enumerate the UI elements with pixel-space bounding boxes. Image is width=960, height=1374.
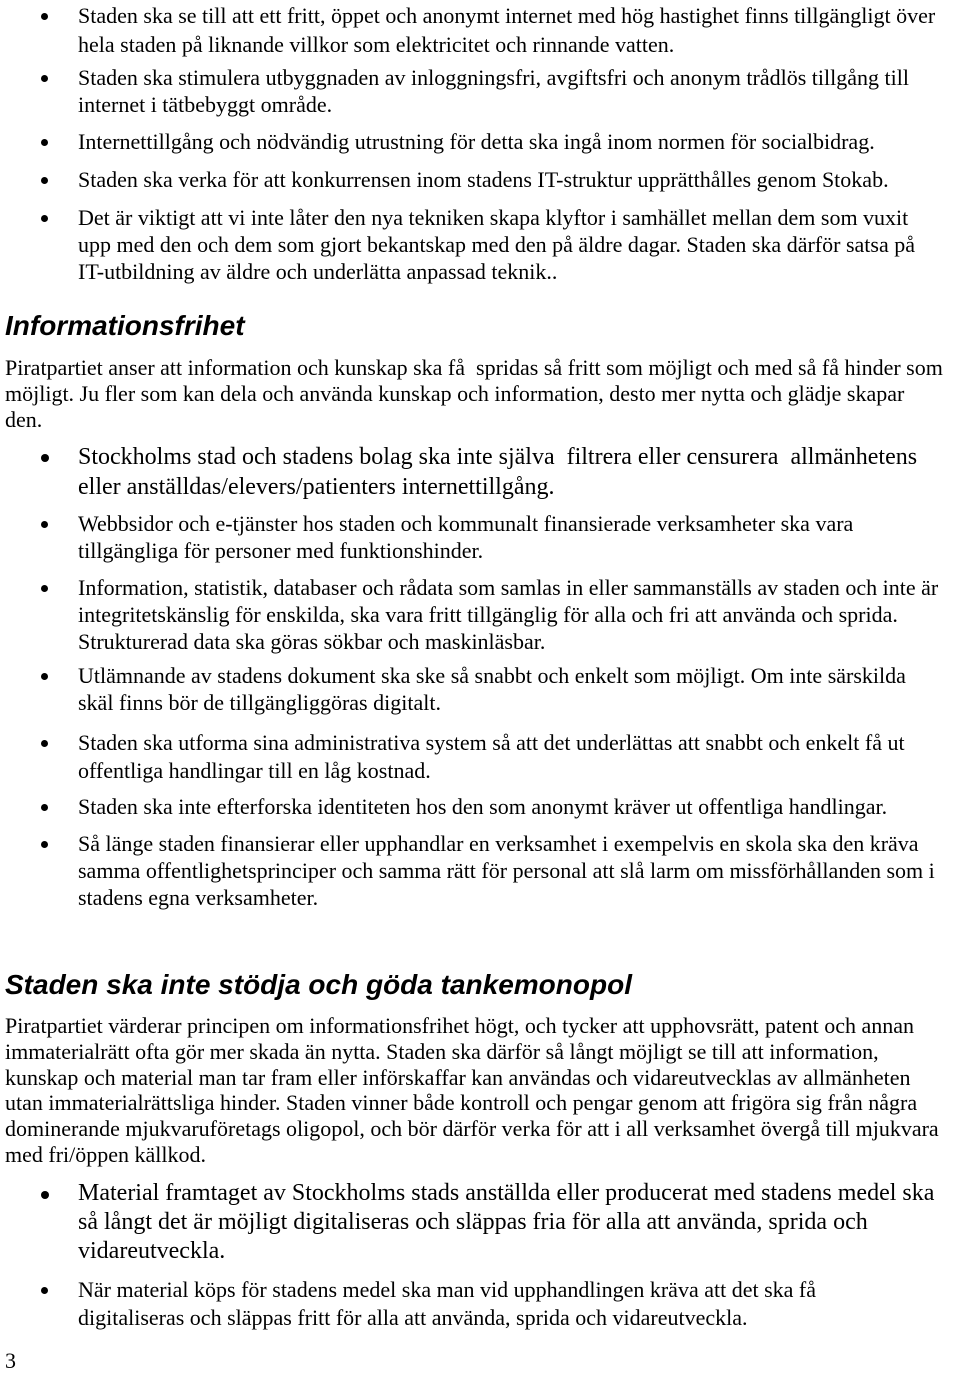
bullet-icon — [41, 841, 48, 848]
section-heading: Staden ska inte stödja och göda tankemonopol — [5, 969, 632, 1000]
bullet-item — [78, 1, 935, 59]
text-line: skäl finns bör de tillgängliggöras digitalt. — [78, 690, 441, 715]
text-line: Det är viktigt att vi inte låter den nya tekniken skapa klyftor i samhället mellan dem som vuxit — [78, 205, 909, 230]
bullet-icon — [41, 1287, 48, 1294]
bullet-icon — [41, 454, 49, 462]
bullet-icon — [41, 13, 48, 20]
text-line: vidareutveckla. — [78, 1238, 226, 1264]
text-line: Stockholms stad och stadens bolag ska inte själva filtrera eller censurera allmänhetens — [78, 444, 918, 470]
bullet-icon — [41, 804, 48, 811]
bullet-icon — [41, 139, 48, 146]
text-line: upp med den och dem som gjort bekantskap med den på äldre dagar. Staden ska därför satsa på — [78, 232, 915, 257]
text-line: tillgängliga för personer med funktionshinder. — [78, 538, 484, 563]
text-line: När material köps för stadens medel ska man vid upphandlingen kräva att det ska få — [78, 1277, 816, 1302]
bullet-item — [78, 574, 938, 655]
text-line: den. — [5, 407, 43, 432]
text-line: stadens egna verksamheter. — [78, 885, 319, 910]
text-line: kunskap och material man tar fram eller införskaffar kan användas och vidareutvecklas av allmänheten — [5, 1064, 911, 1090]
text-line: med fri/öppen källkod. — [5, 1141, 207, 1167]
text-line: Staden ska inte efterforska identiteten hos den som anonymt kräver ut offentliga handlingar. — [78, 794, 888, 819]
bullet-item — [78, 442, 917, 502]
text-line: digitaliseras och släppas fritt för alla att använda, sprida och vidareutveckla. — [78, 1305, 748, 1330]
text-line: Piratpartiet anser att information och kunskap ska få spridas så fritt som möjligt och med så få hinder som — [5, 355, 943, 380]
bullet-icon — [41, 75, 48, 82]
text-line: Staden ska stimulera utbyggnaden av inloggningsfri, avgiftsfri och anonym trådlös tillgång till — [78, 65, 909, 90]
text-line: så långt det är möjligt digitaliseras och släppas fria för alla att använda, sprida och — [78, 1209, 868, 1235]
bullet-icon — [41, 215, 48, 222]
bullet-item — [78, 1179, 934, 1266]
bullet-icon — [41, 740, 48, 747]
text-line: IT-utbildning av äldre och underlätta anpassad teknik.. — [78, 259, 558, 284]
text-line: utan immaterialrättsliga hinder. Staden vinner både kontroll och pengar genom att frigöra sig från några — [5, 1090, 918, 1116]
bullet-item — [78, 128, 875, 155]
bullet-item — [78, 793, 887, 820]
bullet-item — [78, 166, 889, 193]
text-line: Webbsidor och e-tjänster hos staden och kommunalt finansierade verksamheter ska vara — [78, 511, 854, 536]
text-line: Staden ska se till att ett fritt, öppet och anonymt internet med hög hastighet finns tillgängligt över — [78, 3, 936, 28]
text-line: Internettillgång och nödvändig utrustning för detta ska ingå inom normen för socialbidrag. — [78, 129, 875, 154]
text-line: integritetskänslig för enskilda, ska vara fritt tillgänglig för alla och fri att använda och sprida. — [78, 602, 898, 627]
text-line: immaterialrätt ofta gör mer skada än nytta. Staden ska därför så långt möjligt se till att information, — [5, 1038, 879, 1064]
text-line: internet i tätbebyggt område. — [78, 92, 333, 117]
bullet-icon — [41, 1191, 49, 1199]
bullet-icon — [41, 521, 48, 528]
bullet-item — [78, 1276, 816, 1332]
section-paragraph — [5, 355, 943, 433]
text-line: Information, statistik, databaser och rådata som samlas in eller sammanställs av staden och inte är — [78, 575, 939, 600]
text-line: Utlämnande av stadens dokument ska ske så snabbt och enkelt som möjligt. Om inte särskilda — [78, 663, 906, 688]
bullet-item — [78, 510, 853, 564]
text-line: Staden ska verka för att konkurrensen inom stadens IT-struktur upprätthålles genom Stokab. — [78, 167, 889, 192]
text-line: Staden ska utforma sina administrativa system så att det underlättas att snabbt och enkelt få ut — [78, 730, 905, 755]
text-line: samma offentlighetsprinciper och samma rätt för personal att slå larm om missförhållanden som i — [78, 858, 935, 883]
bullet-item — [78, 64, 909, 118]
text-line: Piratpartiet värderar principen om informationsfrihet högt, och tycker att upphovsrätt, patent och annan — [5, 1013, 915, 1038]
bullet-icon — [41, 177, 48, 184]
text-line: eller anställdas/elevers/patienters internettillgång. — [78, 474, 555, 500]
text-line: möjligt. Ju fler som kan dela och använda kunskap och information, desto mer nytta och glädje skapar — [5, 381, 905, 406]
text-line: dominerande mjukvaruföretags oligopol, och bör därför verka för att i all verksamhet övergå till mjukvara — [5, 1116, 939, 1142]
section-paragraph — [5, 1013, 939, 1168]
page-number: 3 — [5, 1348, 16, 1373]
bullet-icon — [41, 585, 48, 592]
text-line: offentliga handlingar till en låg kostnad. — [78, 758, 431, 783]
bullet-item — [78, 830, 935, 911]
bullet-item — [78, 662, 906, 716]
text-line: Strukturerad data ska göras sökbar och maskinläsbar. — [78, 629, 546, 654]
text-line: hela staden på liknande villkor som elektricitet och rinnande vatten. — [78, 32, 675, 57]
bullet-icon — [41, 673, 48, 680]
bullet-item — [78, 729, 905, 785]
section-heading: Informationsfrihet — [5, 310, 245, 341]
text-line: Material framtaget av Stockholms stads anställda eller producerat med stadens medel ska — [78, 1180, 935, 1206]
bullet-item — [78, 204, 915, 285]
text-line: Så länge staden finansierar eller upphandlar en verksamhet i exempelvis en skola ska den kräva — [78, 831, 919, 856]
